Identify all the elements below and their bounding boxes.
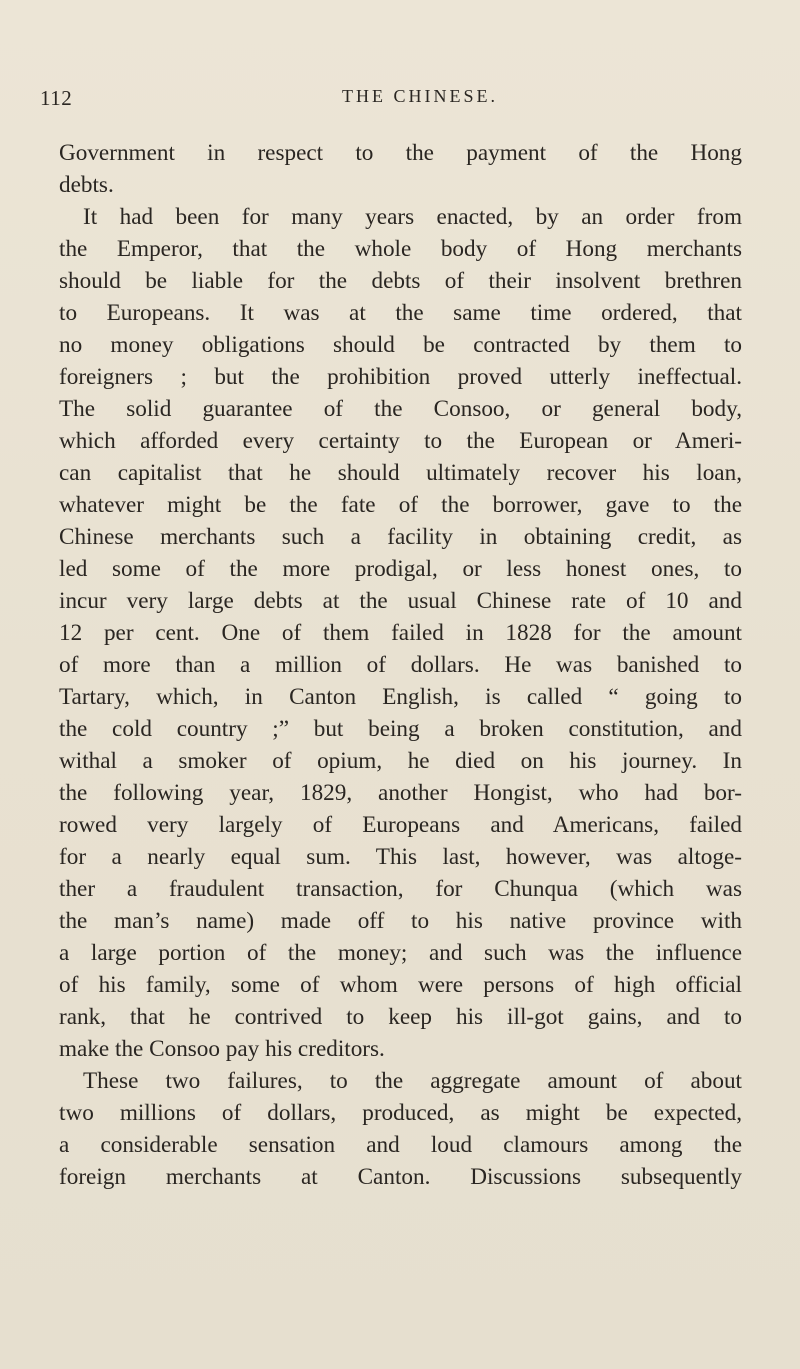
text-line: debts. <box>59 172 114 198</box>
text-line: rank, that he contrived to keep his ill-got gains, and to <box>59 1004 742 1030</box>
text-line: of his family, some of whom were persons of high official <box>59 972 742 998</box>
text-line: 12 per cent. One of them failed in 1828 for the amount <box>59 620 742 646</box>
text-line: rowed very largely of Europeans and Americans, failed <box>59 812 742 838</box>
text-line: two millions of dollars, produced, as might be expected, <box>59 1100 742 1126</box>
text-line: for a nearly equal sum. This last, however, was altoge- <box>59 844 742 870</box>
text-line: of more than a million of dollars. He was banished to <box>59 652 742 678</box>
running-head <box>40 86 740 110</box>
text-line: ther a fraudulent transaction, for Chunqua (which was <box>59 876 742 902</box>
text-line: to Europeans. It was at the same time ordered, that <box>59 300 742 326</box>
text-line: foreigners ; but the prohibition proved utterly ineffectual. <box>59 364 742 390</box>
text-line: foreign merchants at Canton. Discussions subsequently <box>59 1164 742 1190</box>
text-line: the following year, 1829, another Hongist, who had bor- <box>59 780 742 806</box>
text-line: a large portion of the money; and such was the influence <box>59 940 742 966</box>
text-line: whatever might be the fate of the borrower, gave to the <box>59 492 742 518</box>
text-line: should be liable for the debts of their insolvent brethren <box>59 268 742 294</box>
text-line: a considerable sensation and loud clamours among the <box>59 1132 742 1158</box>
body-text <box>59 137 742 1193</box>
text-line: Chinese merchants such a facility in obtaining credit, as <box>59 524 742 550</box>
text-line: incur very large debts at the usual Chinese rate of 10 and <box>59 588 742 614</box>
page-number: 112 <box>40 86 73 110</box>
text-line: the Emperor, that the whole body of Hong merchants <box>59 236 742 262</box>
text-line: no money obligations should be contracted by them to <box>59 332 742 358</box>
text-line: withal a smoker of opium, he died on his journey. In <box>59 748 742 774</box>
text-line: the cold country ;” but being a broken constitution, and <box>59 716 742 742</box>
text-line: led some of the more prodigal, or less honest ones, to <box>59 556 742 582</box>
text-line: which afforded every certainty to the European or Ameri- <box>59 428 742 454</box>
text-line: Government in respect to the payment of the Hong <box>59 140 742 166</box>
running-title: THE CHINESE. <box>342 86 498 106</box>
text-line: the man’s name) made off to his native province with <box>59 908 742 934</box>
text-line: The solid guarantee of the Consoo, or general body, <box>59 396 742 422</box>
text-line: make the Consoo pay his creditors. <box>59 1036 385 1062</box>
text-line: It had been for many years enacted, by an order from <box>83 204 742 230</box>
text-line: can capitalist that he should ultimately recover his loan, <box>59 460 742 486</box>
text-line: These two failures, to the aggregate amount of about <box>83 1068 742 1094</box>
text-line: Tartary, which, in Canton English, is called “ going to <box>59 684 742 710</box>
